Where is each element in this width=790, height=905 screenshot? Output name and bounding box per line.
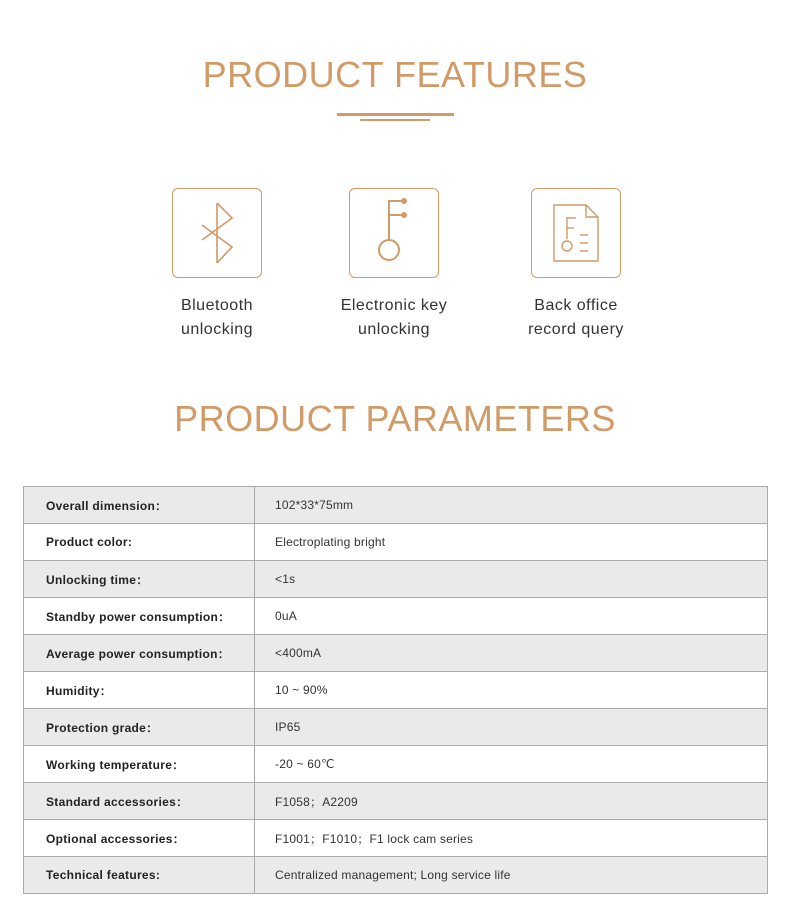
- feature-bluetooth: [117, 188, 317, 342]
- feature-label-line1: Back office: [534, 297, 618, 314]
- table-row: [24, 635, 768, 672]
- record-document-icon: [546, 201, 606, 265]
- feature-icon-box: [349, 188, 439, 278]
- table-row: [24, 820, 768, 857]
- feature-label: [476, 294, 676, 342]
- feature-label-line2: unlocking: [357, 321, 431, 338]
- feature-icon-box: [172, 188, 262, 278]
- param-label: Humidity：: [24, 672, 255, 709]
- param-label: Product color:: [24, 524, 255, 561]
- parameters-title: PRODUCT PARAMETERS: [174, 398, 616, 439]
- param-label: Optional accessories：: [24, 820, 255, 857]
- param-label: Standard accessories：: [24, 783, 255, 820]
- param-label: Standby power consumption：: [24, 598, 255, 635]
- param-label: Technical features:: [24, 857, 255, 894]
- table-row: [24, 598, 768, 635]
- param-value: F1058；A2209: [255, 783, 768, 820]
- feature-label: [117, 294, 317, 342]
- feature-electronic-key: [294, 188, 494, 342]
- title-divider-bottom: [360, 119, 430, 121]
- param-value: F1001；F1010；F1 lock cam series: [255, 820, 768, 857]
- feature-label-line2: unlocking: [180, 321, 254, 338]
- feature-label-line2: record query: [528, 321, 624, 338]
- feature-label-line1: Bluetooth: [180, 297, 254, 314]
- title-divider-top: [337, 113, 454, 116]
- param-value: <400mA: [255, 635, 768, 672]
- feature-label-line1: Electronic key: [340, 297, 448, 314]
- table-row: [24, 783, 768, 820]
- param-label: Protection grade：: [24, 709, 255, 746]
- parameters-table: [23, 486, 768, 894]
- param-label: Average power consumption：: [24, 635, 255, 672]
- electronic-key-icon: [364, 198, 424, 268]
- features-title: PRODUCT FEATURES: [202, 54, 588, 95]
- table-row: [24, 709, 768, 746]
- table-row: [24, 524, 768, 561]
- param-value: 102*33*75mm: [255, 487, 768, 524]
- param-value: 10 ~ 90%: [255, 672, 768, 709]
- param-value: IP65: [255, 709, 768, 746]
- param-label: Working temperature：: [24, 746, 255, 783]
- param-value: <1s: [255, 561, 768, 598]
- param-value: 0uA: [255, 598, 768, 635]
- feature-label: [294, 294, 494, 342]
- param-label: Overall dimension：: [24, 487, 255, 524]
- table-row: [24, 746, 768, 783]
- feature-back-office: [476, 188, 676, 342]
- table-row: [24, 561, 768, 598]
- param-value: Electroplating bright: [255, 524, 768, 561]
- param-value: Centralized management; Long service life: [255, 857, 768, 894]
- param-label: Unlocking time：: [24, 561, 255, 598]
- param-value: -20 ~ 60℃: [255, 746, 768, 783]
- table-row: [24, 487, 768, 524]
- feature-icon-box: [531, 188, 621, 278]
- bluetooth-icon: [187, 203, 247, 263]
- table-row: [24, 857, 768, 894]
- table-row: [24, 672, 768, 709]
